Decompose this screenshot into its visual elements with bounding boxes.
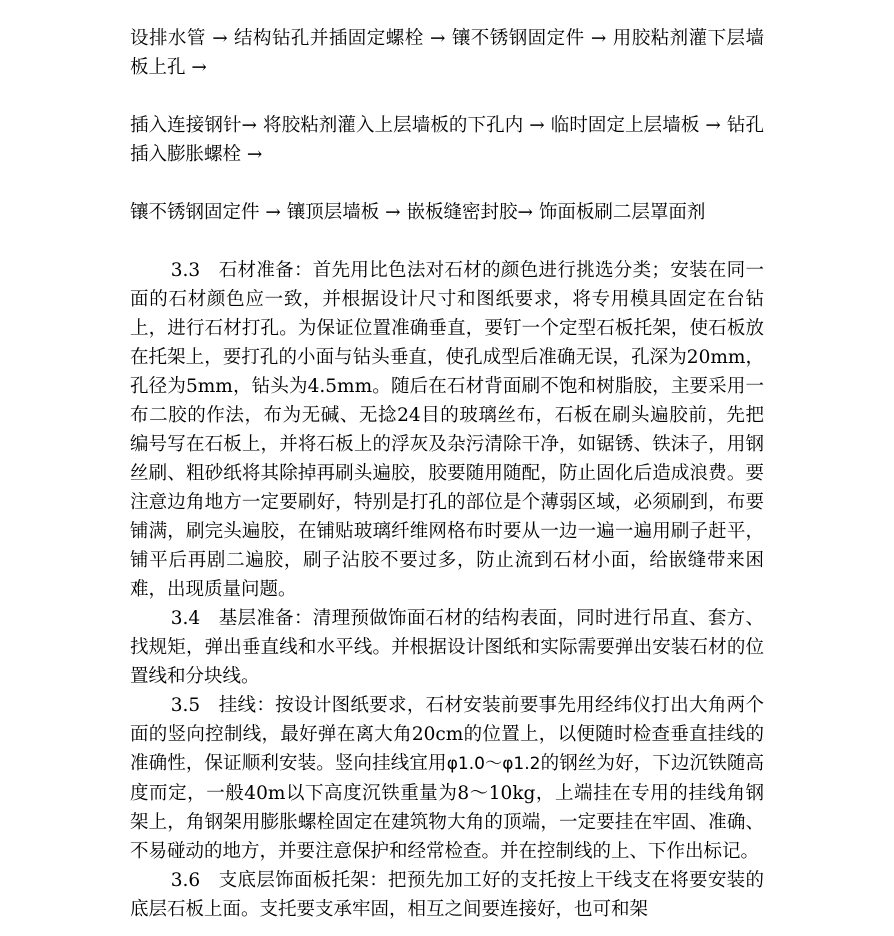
section-title: 基层准备： xyxy=(218,608,313,629)
process-flow-line-1: 设排水管 → 结构钻孔并插固定螺栓 → 镶不锈钢固定件 → 用胶粘剂灌下层墙板上孔 → xyxy=(130,28,764,78)
section-title: 支底层饰面板托架： xyxy=(218,870,389,891)
section-text-continued: 的钢丝为好，下边沉铁随高度而定，一般40m以下高度沉铁重量为8～10kg，上端挂在专用的挂线角钢架上，角钢架用膨胀螺栓固定在建筑物大角的顶端，一定要挂在牢固、准确、不易碰动的地方，并要注意保护和经常检查。并在控制线的上、下作出标记。 xyxy=(130,753,764,862)
section-3-5 xyxy=(130,691,764,866)
section-text: 把预先加工好的支托按上干线支在将要安装的底层石板上面。支托要支承牢固，相互之间要连接好，也可和架 xyxy=(130,870,764,920)
process-flow-line-2: 插入连接钢针→ 将胶粘剂灌入上层墙板的下孔内 → 临时固定上层墙板 → 钻孔插入膨胀螺栓 → xyxy=(130,115,764,165)
section-title: 挂线： xyxy=(218,695,276,716)
section-number: 3.4 xyxy=(170,608,201,629)
section-3-6 xyxy=(130,866,764,924)
section-3-4 xyxy=(130,604,764,691)
section-number: 3.6 xyxy=(170,870,201,891)
section-text: 按设计图纸要求，石材安装前要事先用经纬仪打出大角两个面的竖向控制线，最好弹在离大角20cm的位置上，以便随时检查垂直挂线的准确性，保证顺利安装。竖向挂线宜用 xyxy=(130,695,764,774)
section-text: 首先用比色法对石材的颜色进行挑选分类；安装在同一面的石材颜色应一致，并根据设计尺寸和图纸要求，将专用模具固定在台钻上，进行石材打孔。为保证位置准确垂直，要钉一个定型石板托架，使石板放在托架上，要打孔的小面与钻头垂直，使孔成型后准确无误，孔深为20mm，孔径为5mm，钻头为4.5mm。随后在石材背面刷不饱和树脂胶，主要采用一布二胶的作法，布为无碱、无捻24目的玻璃丝布，石板在刷头遍胶前，先把编号写在石板上，并将石板上的浮灰及杂污清除干净，如锯锈、铁沫子，用钢丝刷、粗砂纸将其除掉再刷头遍胶，胶要随用随配，防止固化后造成浪费。要注意边角地方一定要刷好，特别是打孔的部位是个薄弱区域，必须刷到，布要铺满，刷完头遍胶，在铺贴玻璃纤维网格布时要从一边一遍一遍用刷子赶平，铺平后再剧二遍胶，刷子沾胶不要过多，防止流到石材小面，给嵌缝带来困难，出现质量问题。 xyxy=(130,260,764,600)
section-number: 3.5 xyxy=(170,695,201,716)
document-body xyxy=(130,24,764,924)
process-flow-line-3: 镶不锈钢固定件 → 镶顶层墙板 → 嵌板缝密封胶→ 饰面板刷二层罩面剂 xyxy=(130,202,706,223)
wire-diameter-spec: φ1.0～φ1.2 xyxy=(446,754,541,774)
section-number: 3.3 xyxy=(170,260,201,281)
section-3-3 xyxy=(130,256,764,604)
section-text: 清理预做饰面石材的结构表面，同时进行吊直、套方、找规矩，弹出垂直线和水平线。并根据设计图纸和实际需要弹出安装石材的位置线和分块线。 xyxy=(130,608,764,687)
section-title: 石材准备： xyxy=(218,260,313,281)
